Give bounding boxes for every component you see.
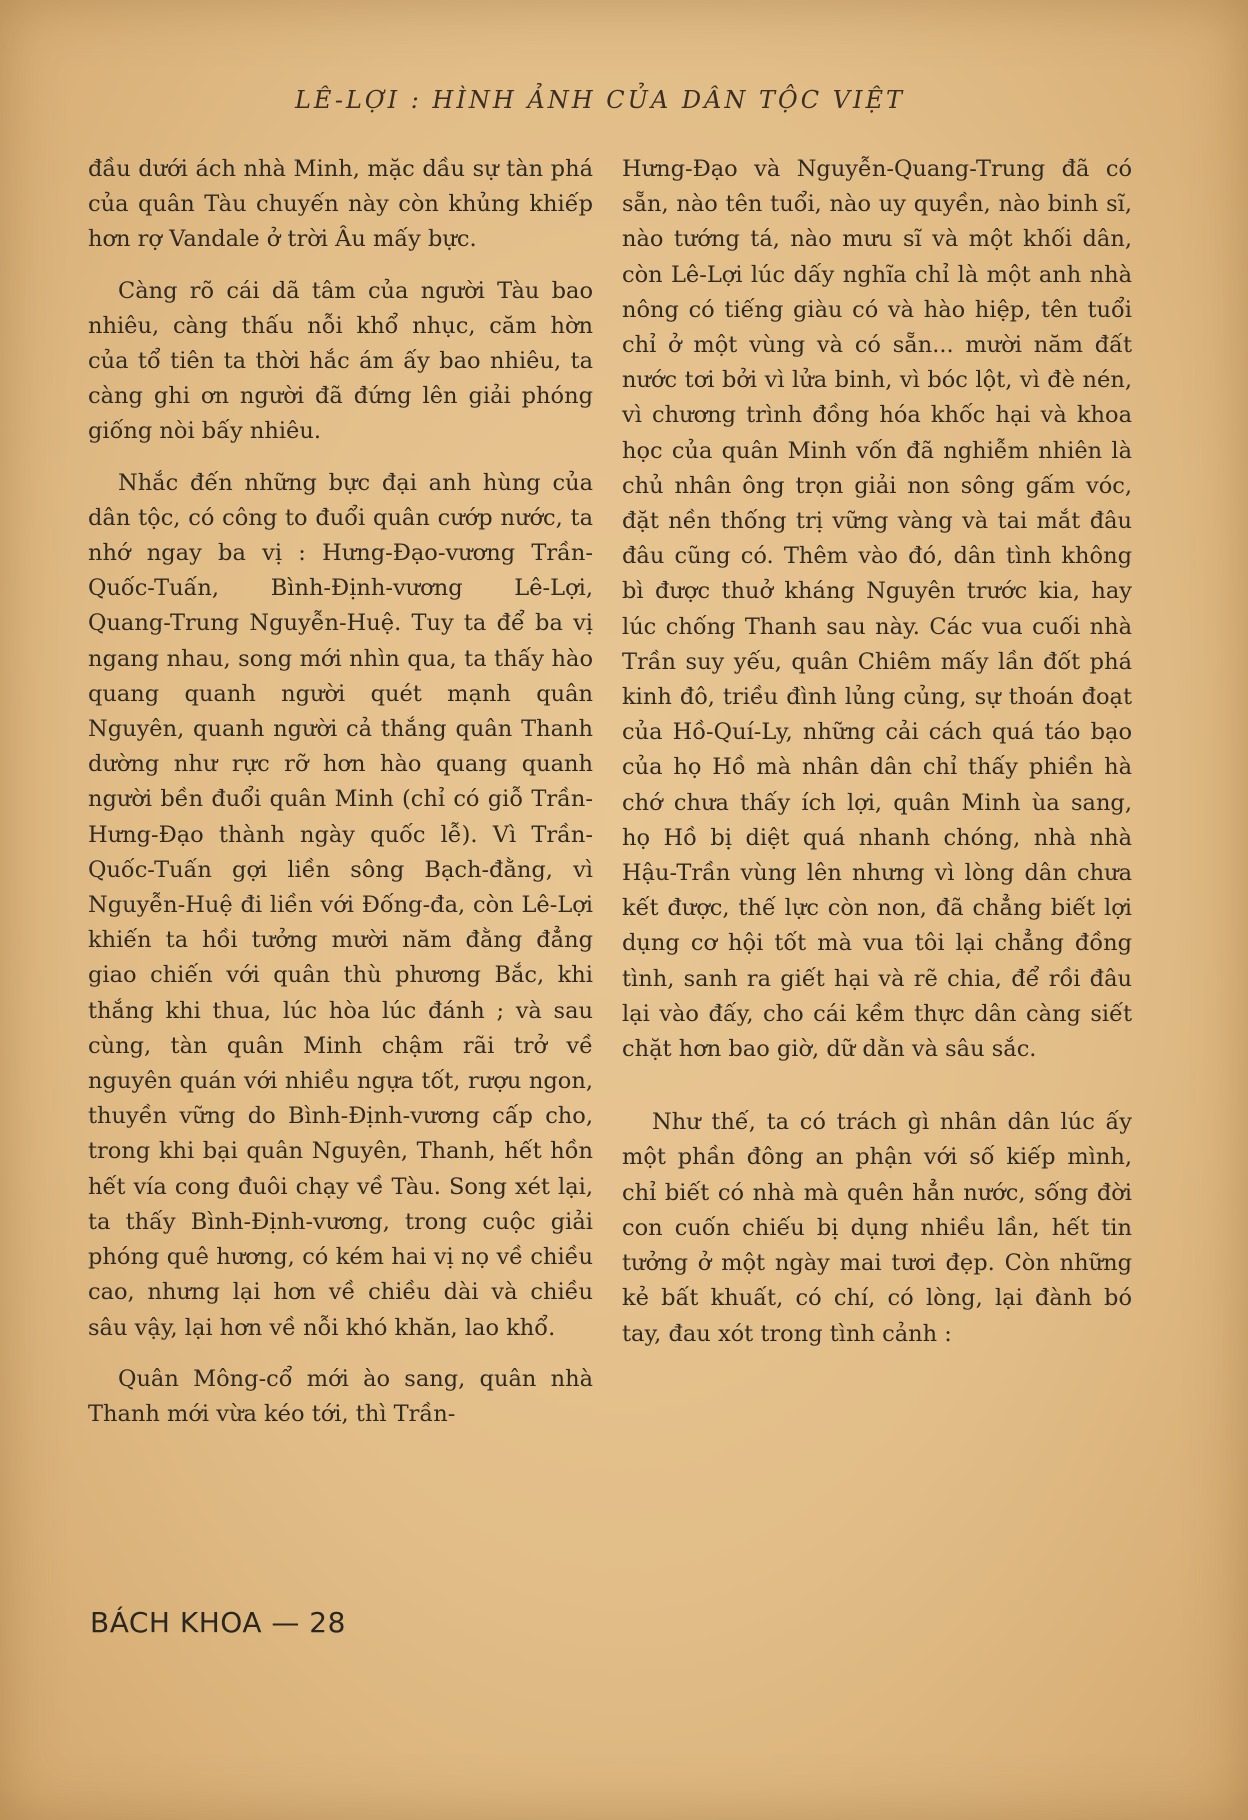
paragraph: Quân Mông-cổ mới ào sang, quân nhà Thanh mới vừa kéo tới, thì Trần- [88,1365,593,1427]
paragraph: Hưng-Đạo và Nguyễn-Quang-Trung đã có sẵn, nào tên tuổi, nào uy quyền, nào binh sĩ, nào tướng tá, nào mưu sĩ và một khối dân, còn Lê-Lợi lúc dấy nghĩa chỉ là một anh nhà nông có tiếng giàu có và hào hiệp, tên tuổi chỉ ở một vùng và có sẵn... mười năm đất nước tơi bởi vì lửa binh, vì bóc lột, vì đè nén, vì chương trình đồng hóa khốc hại và khoa học của quân Minh vốn đã nghiễm nhiên là chủ nhân ông trọn giải non sông gấm vóc, đặt nền thống trị vững vàng và tai mắt đâu đâu cũng có. Thêm vào đó, dân tình không bì được thuở kháng Nguyên trước kia, hay lúc chống Thanh sau này. Các vua cuối nhà Trần suy yếu, quân Chiêm mấy lần đốt phá kinh đô, triều đình lủng củng, sự thoán đoạt của Hồ-Quí-Ly, những cải cách quá táo bạo của họ Hồ mà nhân dân chỉ thấy phiền hà chớ chưa thấy ích lợi, quân Minh ùa sang, họ Hồ bị diệt quá nhanh chóng, nhà nhà Hậu-Trần vùng lên nhưng vì lòng dân chưa kết được, thế lực còn non, đã chẳng biết lợi dụng cơ hội tốt mà vua tôi lại chẳng đồng tình, sanh ra giết hại và rẽ chia, để rồi đâu lại vào đấy, cho cái kềm thực dân càng siết chặt hơn bao giờ, dữ dằn và sâu sắc. [622,156,1132,1063]
paragraph: Càng rõ cái dã tâm của người Tàu bao nhiêu, càng thấu nỗi khổ nhục, căm hờn của tổ tiên ta thời hắc ám ấy bao nhiêu, ta càng ghi ơn người đã đứng lên giải phóng giống nòi bấy nhiêu. [88,277,593,445]
paragraph: đầu dưới ách nhà Minh, mặc dầu sự tàn phá của quân Tàu chuyến này còn khủng khiếp hơn rợ Vandale ở trời Âu mấy bực. [88,156,593,253]
page-footer: BÁCH KHOA — 28 [90,1606,346,1639]
right-column [622,152,1132,1352]
paragraph: Nhắc đến những bực đại anh hùng của dân tộc, có công to đuổi quân cướp nước, ta nhớ ngay ba vị : Hưng-Đạo-vương Trần-Quốc-Tuấn, Bình-Định-vương Lê-Lợi, Quang-Trung Nguyễn-Huệ. Tuy ta để ba vị ngang nhau, song mới nhìn qua, ta thấy hào quang quanh người quét mạnh quân Nguyên, quanh người cả thắng quân Thanh dường như rực rỡ hơn hào quang quanh người bền đuổi quân Minh (chỉ có giỗ Trần-Hưng-Đạo thành ngày quốc lễ). Vì Trần-Quốc-Tuấn gợi liền sông Bạch-đằng, vì Nguyễn-Huệ đi liền với Đống-đa, còn Lê-Lợi khiến ta hồi tưởng mười năm đằng đẳng giao chiến với quân thù phương Bắc, khi thắng khi thua, lúc hòa lúc đánh ; và sau cùng, tàn quân Minh chậm rãi trở về nguyên quán với nhiều ngựa tốt, rượu ngon, thuyền vững do Bình-Định-vương cấp cho, trong khi bại quân Nguyên, Thanh, hết hồn hết vía cong đuôi chạy về Tàu. Song xét lại, ta thấy Bình-Định-vương, trong cuộc giải phóng quê hương, có kém hai vị nọ về chiều cao, nhưng lại hơn về chiều dài và chiều sâu vậy, lại hơn về nỗi khó khăn, lao khổ. [88,469,593,1341]
paragraph: Như thế, ta có trách gì nhân dân lúc ấy một phần đông an phận với số kiếp mình, chỉ biết có nhà mà quên hẳn nước, sống đời con cuốn chiếu bị dụng nhiều lần, hết tin tưởng ở một ngày mai tươi đẹp. Còn những kẻ bất khuất, có chí, có lòng, lại đành bó tay, đau xót trong tình cảnh : [622,1109,1132,1347]
running-header: LÊ-LỢI : HÌNH ẢNH CỦA DÂN TỘC VIỆT [294,86,906,114]
left-column [88,152,593,1432]
